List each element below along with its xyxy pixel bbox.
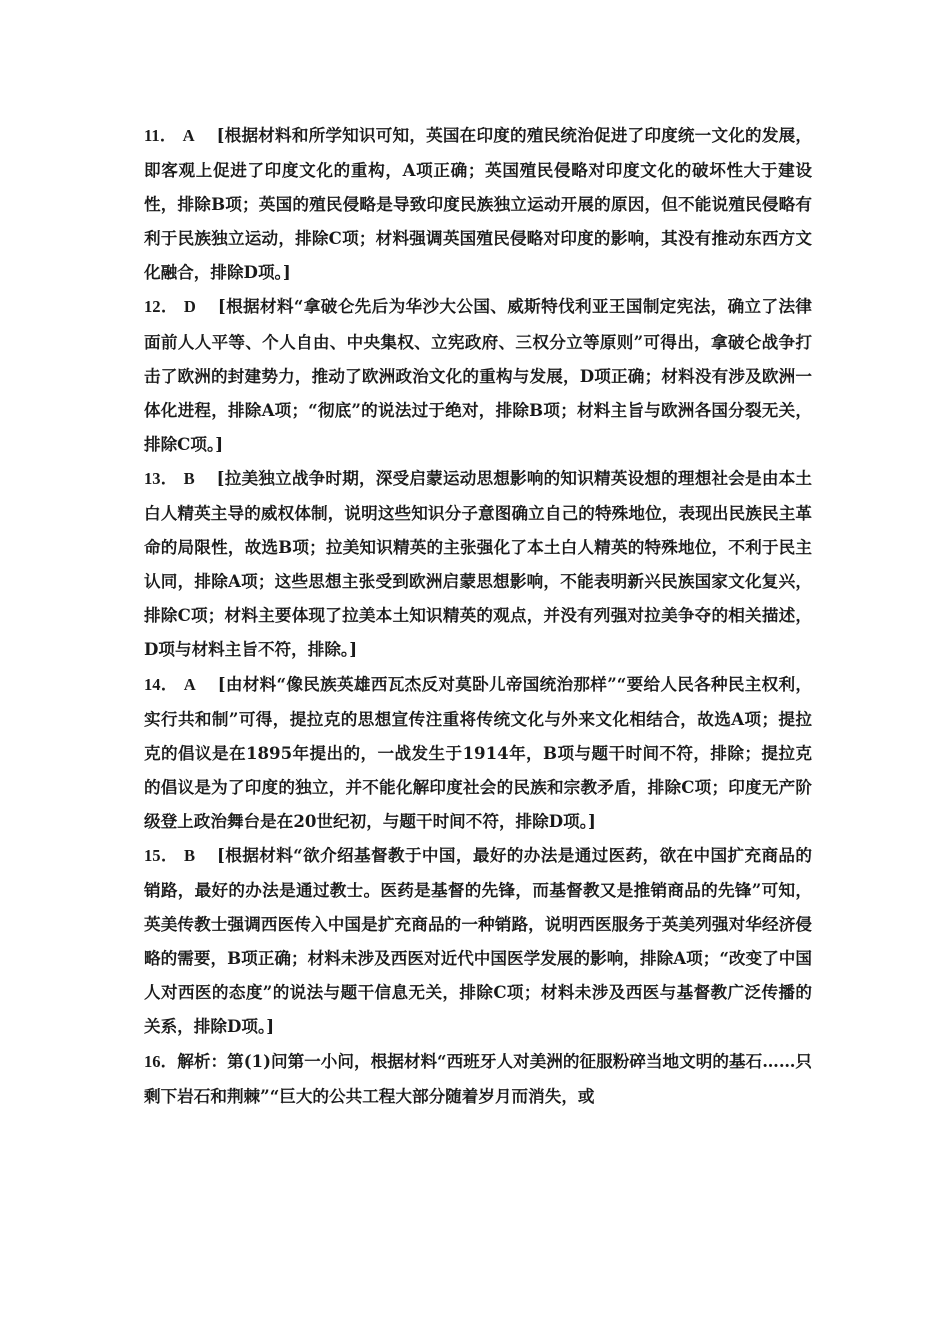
analysis-label: 解析： [177,1051,228,1071]
answer-choice: B [183,468,195,488]
answer-14 [144,667,812,838]
answer-explanation: [根据材料和所学知识可知，英国在印度的殖民统治促进了印度统一文化的发展，即客观上促进了印度文化的重构，A项正确；英国殖民侵略对印度文化的破坏性大于建设性，排除B项；英国的殖民侵略是导致印度民族独立运动开展的原因，但不能说殖民侵略有利于民族独立运动，排除C项；材料强调英国殖民侵略对印度的影响，其没有推动东西方文化融合，排除D项。] [144,125,812,283]
answer-explanation: [拉美独立战争时期，深受启蒙运动思想影响的知识精英设想的理想社会是由本土白人精英主导的威权体制，说明这些知识分子意图确立自己的特殊地位，表现出民族民主革命的局限性，故选B项；拉美知识精英的主张强化了本土白人精英的特殊地位，不利于民主认同，排除A项；这些思想主张受到欧洲启蒙思想影响，不能表明新兴民族国家文化复兴，排除C项；材料主要体现了拉美本土知识精英的观点，并没有列强对拉美争夺的相关描述，D项与材料主旨不符，排除。] [144,467,812,660]
answer-choice: D [183,297,196,317]
answer-13 [144,461,812,667]
answer-12 [144,289,812,460]
answer-choice: A [182,126,195,145]
answer-explanation: [由材料“像民族英雄西瓦杰反对莫卧儿帝国统治那样”“要给人民各种民主权利，实行共和制”可得，提拉克的思想宣传注重将传统文化与外来文化相结合，故选A项；提拉克的倡议是在1895年提出的，一战发生于1914年，B项与题干时间不符，排除；提拉克的倡议是为了印度的独立，并不能化解印度社会的民族和宗教矛盾，排除C项；印度无产阶级登上政治舞台是在20世纪初，与题干时间不符，排除D项。] [144,673,813,831]
question-number: 15． [144,845,178,865]
answer-16-analysis [144,1044,812,1113]
analysis-text: 第(1)问第一小问，根据材料“西班牙人对美洲的征服粉碎当地文明的基石……只剩下岩石和荆棘”“巨大的公共工程大部分随着岁月而消失，或 [144,1050,813,1106]
answer-explanation: [根据材料“拿破仑先后为华沙大公国、威斯特伐利亚王国制定宪法，确立了法律面前人人平等、个人自由、中央集权、立宪政府、三权分立等原则”可得出，拿破仑战争打击了欧洲的封建势力，推动了欧洲政治文化的重构与发展，D项正确；材料没有涉及欧洲一体化进程，排除A项；“彻底”的说法过于绝对，排除B项；材料主旨与欧洲各国分裂无关，排除C项。] [144,296,812,454]
answer-11 [144,118,812,289]
question-number: 16． [144,1051,178,1071]
question-number: 14． [144,674,178,694]
question-number: 11． [144,126,177,145]
question-number: 12． [144,297,178,317]
question-number: 13． [144,468,178,488]
answer-choice: A [183,674,196,694]
answer-15 [144,838,812,1044]
answer-document [144,118,812,1113]
answer-choice: B [183,845,196,865]
answer-explanation: [根据材料“欲介绍基督教于中国，最好的办法是通过医药，欲在中国扩充商品的销路，最好的办法是通过教士。医药是基督的先锋，而基督教又是推销商品的先锋”可知，英美传教士强调西医传入中国是扩充商品的一种销路，说明西医服务于英美列强对华经济侵略的需要，B项正确；材料未涉及西医对近代中国医学发展的影响，排除A项；“改变了中国人对西医的态度”的说法与题干信息无关，排除C项；材料未涉及西医与基督教广泛传播的关系，排除D项。] [144,844,812,1037]
